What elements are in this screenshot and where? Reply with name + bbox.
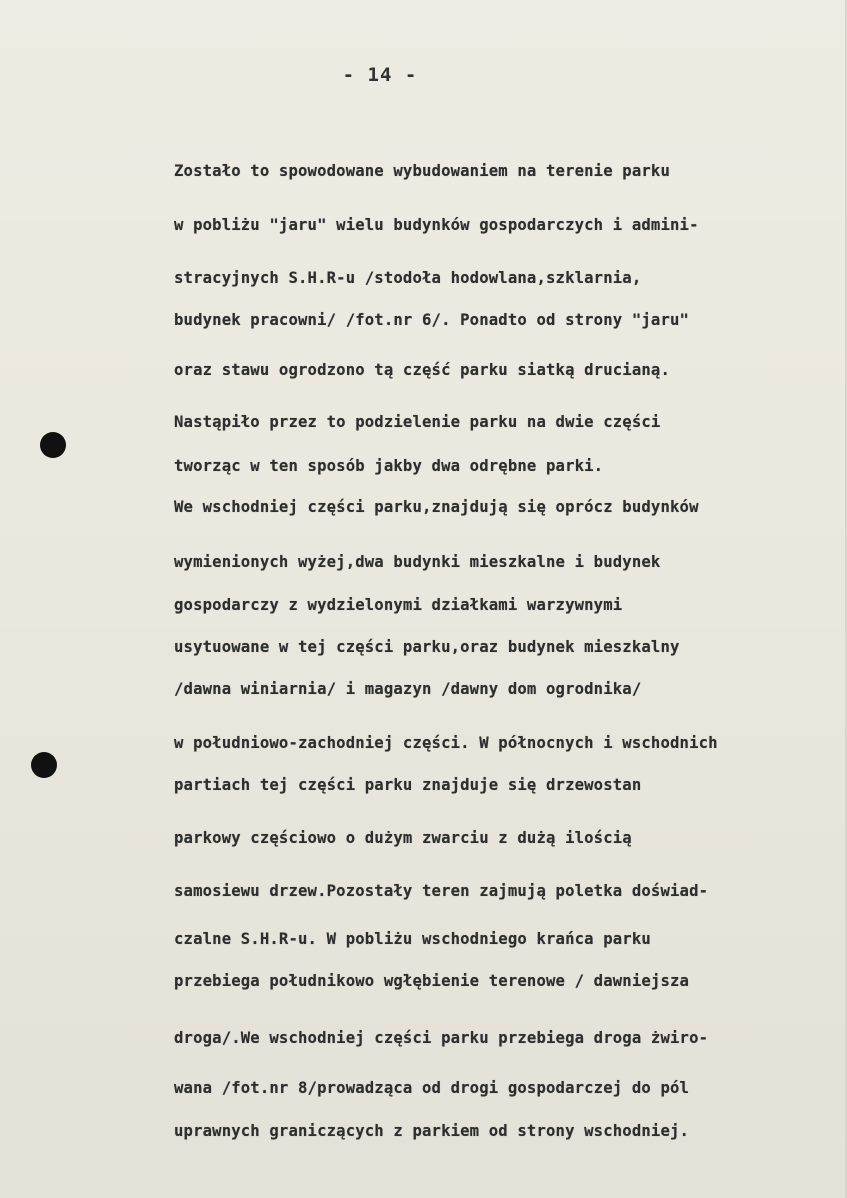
text-line-15: parkowy częściowo o dużym zwarciu z dużą ilością — [174, 829, 632, 847]
text-line-2: w pobliżu "jaru" wielu budynków gospodarczych i admini- — [174, 216, 699, 234]
text-line-1: Zostało to spowodowane wybudowaniem na terenie parku — [174, 162, 670, 180]
text-line-7: tworząc w ten sposób jakby dwa odrębne parki. — [174, 457, 604, 475]
text-line-16: samosiewu drzew.Pozostały teren zajmują poletka doświad- — [174, 882, 709, 900]
text-line-19: droga/.We wschodniej części parku przebiega droga żwiro- — [174, 1029, 709, 1047]
text-line-5: oraz stawu ogrodzono tą część parku siatką drucianą. — [174, 361, 670, 379]
text-line-13: w południowo-zachodniej części. W północnych i wschodnich — [174, 734, 718, 752]
text-line-14: partiach tej części parku znajduje się drzewostan — [174, 776, 642, 794]
text-line-4: budynek pracowni/ /fot.nr 6/. Ponadto od strony "jaru" — [174, 311, 690, 329]
text-line-10: gospodarczy z wydzielonymi działkami warzywnymi — [174, 596, 623, 614]
text-line-21: uprawnych graniczących z parkiem od strony wschodniej. — [174, 1122, 690, 1140]
text-line-11: usytuowane w tej części parku,oraz budynek mieszkalny — [174, 638, 680, 656]
text-line-18: przebiega południkowo wgłębienie terenowe / dawniejsza — [174, 972, 690, 990]
text-line-3: stracyjnych S.H.R-u /stodoła hodowlana,szklarnia, — [174, 269, 642, 287]
text-line-20: wana /fot.nr 8/prowadząca od drogi gospodarczej do pól — [174, 1079, 690, 1097]
text-line-12: /dawna winiarnia/ i magazyn /dawny dom ogrodnika/ — [174, 680, 642, 698]
text-line-8: We wschodniej części parku,znajdują się oprócz budynków — [174, 498, 699, 516]
punch-hole-bottom — [31, 752, 57, 778]
page-number: - 14 - — [342, 64, 418, 86]
punch-hole-top — [40, 432, 66, 458]
text-line-6: Nastąpiło przez to podzielenie parku na dwie części — [174, 413, 661, 431]
text-line-9: wymienionych wyżej,dwa budynki mieszkalne i budynek — [174, 553, 661, 571]
text-line-17: czalne S.H.R-u. W pobliżu wschodniego krańca parku — [174, 930, 651, 948]
